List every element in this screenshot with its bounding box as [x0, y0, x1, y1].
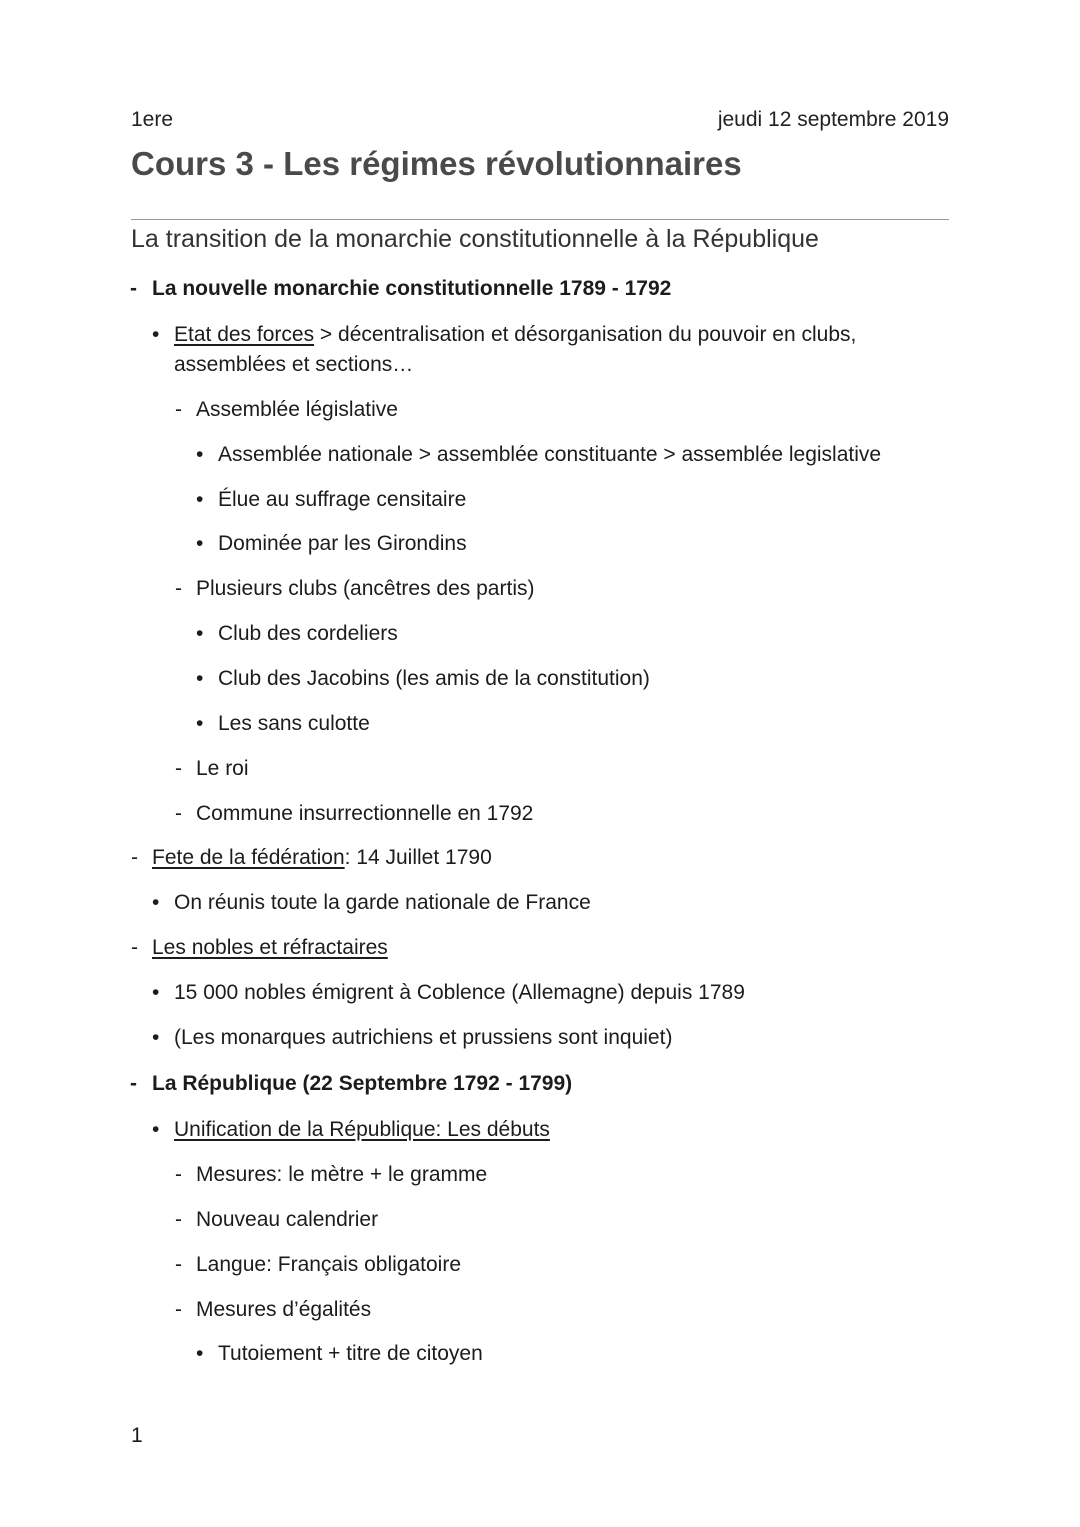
list-item-federation	[131, 843, 492, 873]
heading-monarchie-text: La nouvelle monarchie constitutionnelle 1789 - 1792	[152, 277, 672, 300]
bullet-marker: •	[196, 488, 204, 511]
unification-label: Unification de la République: Les débuts	[174, 1118, 550, 1141]
list-item	[196, 529, 467, 559]
list-item-forces-continued	[174, 350, 413, 380]
list-item-text: Langue: Français obligatoire	[196, 1253, 462, 1276]
dash-marker: -	[131, 846, 138, 869]
list-item	[196, 440, 882, 470]
clubs-label: Plusieurs clubs (ancêtres des partis)	[196, 577, 535, 600]
list-item-commune	[175, 799, 534, 829]
list-item-text: Club des cordeliers	[218, 622, 398, 645]
federation-label: Fete de la fédération	[152, 846, 345, 869]
list-item-text: Dominée par les Girondins	[218, 532, 467, 555]
list-item	[196, 709, 370, 739]
section-subtitle: La transition de la monarchie constitutionnelle à la République	[131, 225, 819, 253]
list-item-text: Tutoiement + titre de citoyen	[218, 1342, 483, 1365]
list-item	[196, 619, 398, 649]
assemblee-label: Assemblée législative	[196, 398, 398, 421]
bullet-marker: •	[152, 1118, 160, 1141]
title-divider	[131, 219, 949, 220]
list-item	[152, 888, 591, 918]
commune-label: Commune insurrectionnelle en 1792	[196, 802, 534, 825]
list-item-text: Nouveau calendrier	[196, 1208, 379, 1231]
heading-monarchie	[130, 274, 672, 304]
list-item-text: Assemblée nationale > assemblée constituante > assemblée legislative	[218, 443, 882, 466]
bullet-marker: •	[152, 891, 160, 914]
dash-marker: -	[175, 577, 182, 600]
dash-marker: -	[175, 398, 182, 421]
list-item	[175, 1160, 488, 1190]
forces-text-continued: assemblées et sections…	[174, 353, 414, 376]
bullet-marker: •	[152, 1026, 160, 1049]
list-item	[175, 1250, 462, 1280]
bullet-marker: •	[152, 323, 160, 346]
list-item-text: Les sans culotte	[218, 712, 370, 735]
list-item-unification	[152, 1115, 550, 1145]
bullet-marker: •	[196, 712, 204, 735]
bullet-marker: •	[196, 443, 204, 466]
federation-text: : 14 Juillet 1790	[344, 846, 492, 869]
list-item	[196, 485, 467, 515]
document-date: jeudi 12 septembre 2019	[717, 108, 949, 131]
bullet-marker: •	[196, 532, 204, 555]
page-number: 1	[131, 1424, 143, 1447]
list-item	[196, 664, 650, 694]
list-item	[175, 1295, 372, 1325]
list-item	[152, 978, 745, 1008]
dash-marker: -	[175, 802, 182, 825]
bullet-marker: •	[196, 667, 204, 690]
forces-label: Etat des forces	[174, 323, 315, 346]
list-item-nobles	[131, 933, 388, 963]
page-title: Cours 3 - Les régimes révolutionnaires	[131, 145, 742, 182]
bullet-marker: •	[196, 622, 204, 645]
page-header	[131, 108, 949, 136]
dash-marker: -	[175, 1298, 182, 1321]
dash-marker: -	[175, 1208, 182, 1231]
list-item-text: (Les monarques autrichiens et prussiens sont inquiet)	[174, 1026, 673, 1049]
roi-label: Le roi	[196, 757, 249, 780]
dash-marker: -	[130, 1072, 137, 1095]
list-item-roi	[175, 754, 249, 784]
list-item-assemblee	[175, 395, 398, 425]
dash-marker: -	[175, 757, 182, 780]
list-item	[196, 1339, 483, 1369]
list-item-text: On réunis toute la garde nationale de France	[174, 891, 591, 914]
list-item-text: Mesures: le mètre + le gramme	[196, 1163, 488, 1186]
list-item	[152, 1023, 673, 1053]
heading-republique-text: La République (22 Septembre 1792 - 1799)	[152, 1072, 573, 1095]
dash-marker: -	[130, 277, 137, 300]
dash-marker: -	[175, 1163, 182, 1186]
list-item-text: Élue au suffrage censitaire	[218, 488, 467, 511]
list-item-text: 15 000 nobles émigrent à Coblence (Allemagne) depuis 1789	[174, 981, 745, 1004]
nobles-label: Les nobles et réfractaires	[152, 936, 388, 959]
list-item-forces	[152, 320, 857, 350]
class-level: 1ere	[131, 108, 174, 131]
bullet-marker: •	[196, 1342, 204, 1365]
list-item-clubs	[175, 574, 535, 604]
forces-text: > décentralisation et désorganisation du pouvoir en clubs,	[314, 323, 857, 346]
dash-marker: -	[131, 936, 138, 959]
heading-republique	[130, 1069, 573, 1099]
list-item-text: Club des Jacobins (les amis de la constitution)	[218, 667, 650, 690]
bullet-marker: •	[152, 981, 160, 1004]
list-item	[175, 1205, 379, 1235]
dash-marker: -	[175, 1253, 182, 1276]
list-item-text: Mesures d’égalités	[196, 1298, 372, 1321]
